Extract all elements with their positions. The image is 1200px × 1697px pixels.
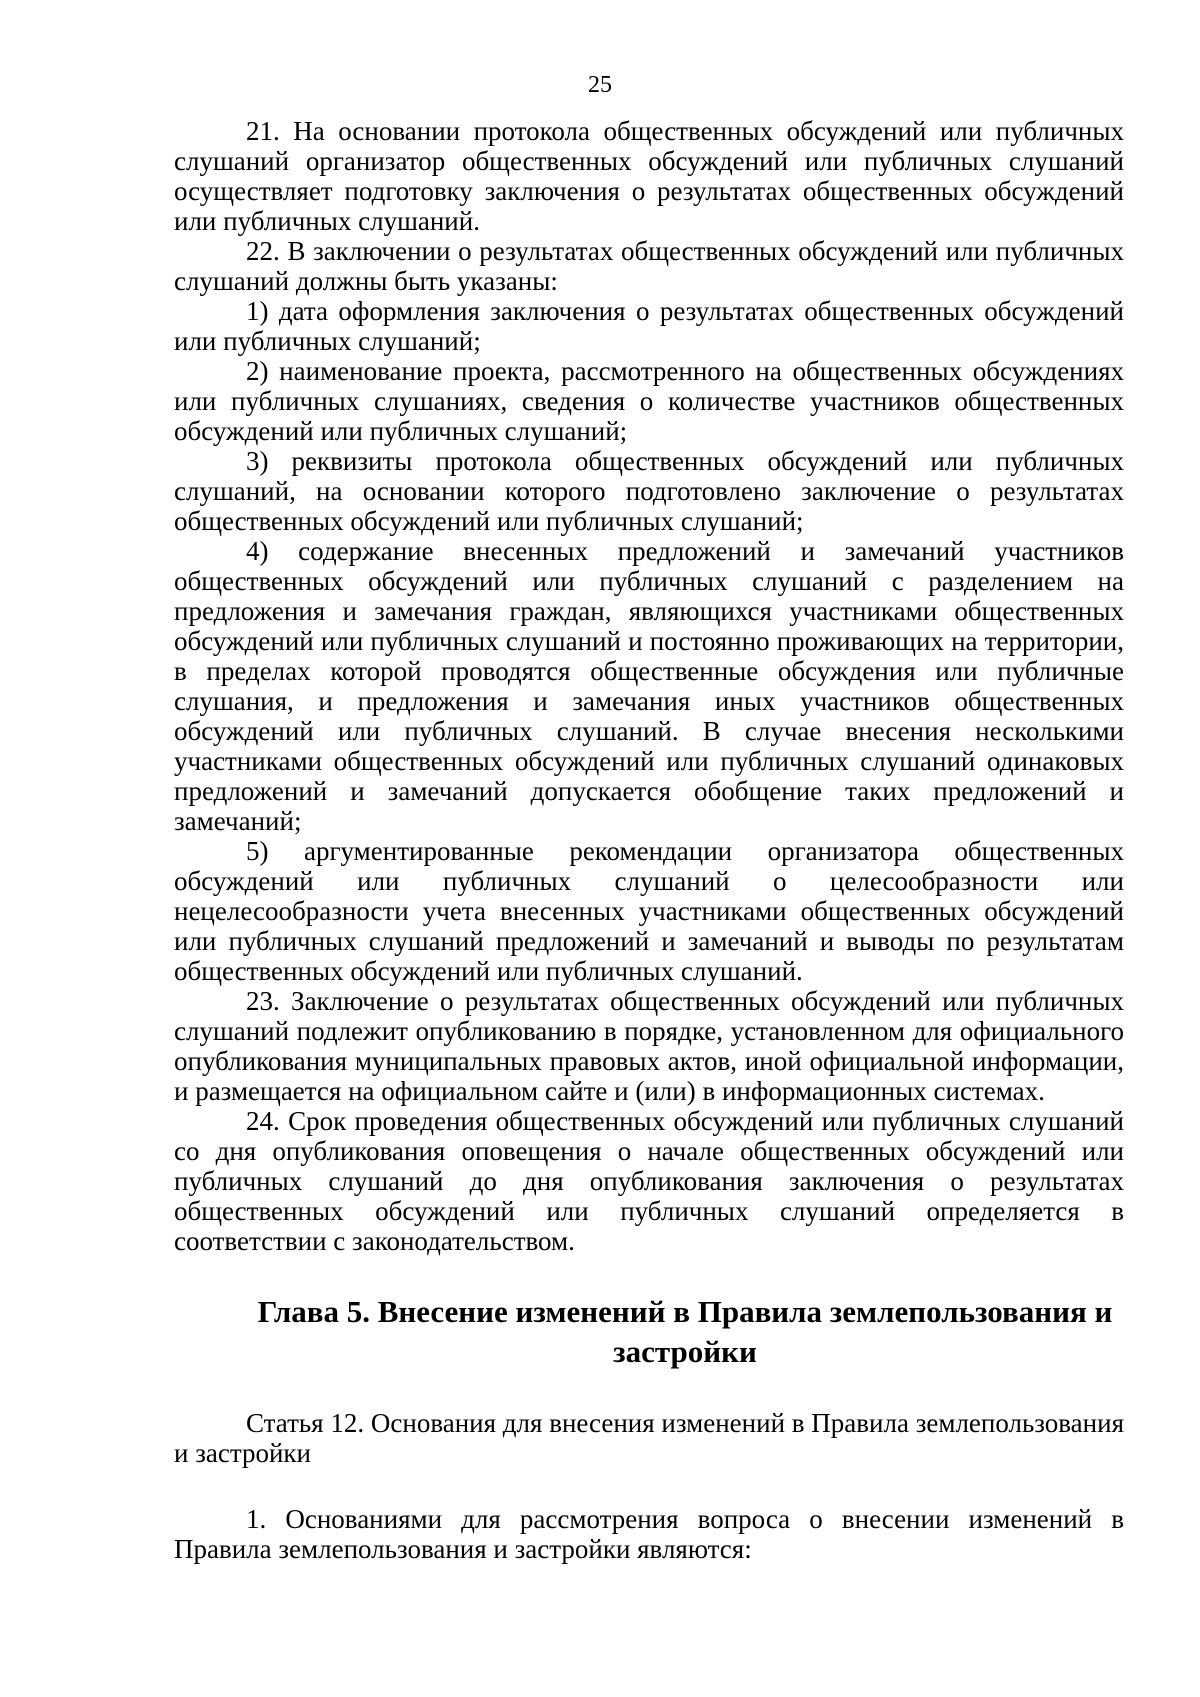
list-item-1: 1) дата оформления заключения о результатах общественных обсуждений или публичных слушаний; — [174, 296, 1124, 356]
list-item-3: 3) реквизиты протокола общественных обсуждений или публичных слушаний, на основании которого подготовлено заключение о результатах общественных обсуждений или публичных слушаний; — [174, 446, 1124, 536]
article-12-paragraph-1: 1. Основаниями для рассмотрения вопроса о внесении изменений в Правила землепользования и застройки являются: — [174, 1504, 1124, 1564]
paragraph-22: 22. В заключении о результатах общественных обсуждений или публичных слушаний должны быть указаны: — [174, 236, 1124, 296]
chapter-heading: Глава 5. Внесение изменений в Правила землепользования и застройки — [257, 1294, 1113, 1369]
list-item-2: 2) наименование проекта, рассмотренного на общественных обсуждениях или публичных слушаниях, сведения о количестве участников общественных обсуждений или публичных слушаний; — [174, 356, 1124, 446]
page-number: 25 — [588, 72, 612, 98]
paragraph-24: 24. Срок проведения общественных обсуждений или публичных слушаний со дня опубликования оповещения о начале общественных обсуждений или публичных слушаний до дня опубликования заключения о результатах общественных обсуждений или публичных слушаний определяется в соответствии с законодательством. — [174, 1106, 1124, 1256]
list-item-4: 4) содержание внесенных предложений и замечаний участников общественных обсуждений или публичных слушаний с разделением на предложения и замечания граждан, являющихся участниками общественных обсуждений или публичных слушаний и постоянно проживающих на территории, в пределах которой проводятся общественные обсуждения или публичные слушания, и предложения и замечания иных участников общественных обсуждений или публичных слушаний. В случае внесения несколькими участниками общественных обсуждений или публичных слушаний одинаковых предложений и замечаний допускается обобщение таких предложений и замечаний; — [174, 536, 1124, 836]
document-body — [174, 116, 1124, 1564]
paragraph-21: 21. На основании протокола общественных обсуждений или публичных слушаний организатор общественных обсуждений или публичных слушаний осуществляет подготовку заключения о результатах общественных обсуждений или публичных слушаний. — [174, 116, 1124, 236]
paragraph-23: 23. Заключение о результатах общественных обсуждений или публичных слушаний подлежит опубликованию в порядке, установленном для официального опубликования муниципальных правовых актов, иной официальной информации, и размещается на официальном сайте и (или) в информационных системах. — [174, 986, 1124, 1106]
article-heading: Статья 12. Основания для внесения изменений в Правила землепользования и застройки — [174, 1408, 1124, 1468]
list-item-5: 5) аргументированные рекомендации организатора общественных обсуждений или публичных слушаний о целесообразности или нецелесообразности учета внесенных участниками общественных обсуждений или публичных слушаний предложений и замечаний и выводы по результатам общественных обсуждений или публичных слушаний. — [174, 836, 1124, 986]
